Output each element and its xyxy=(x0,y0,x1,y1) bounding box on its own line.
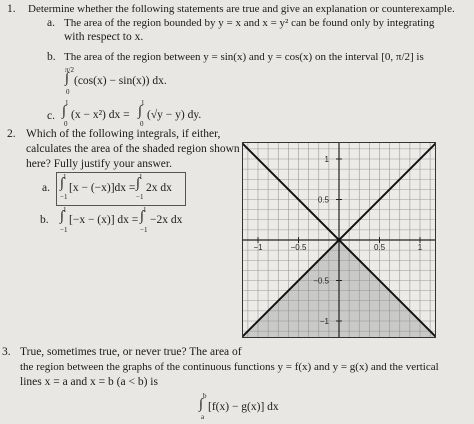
q1b-upper-limit: π/2 xyxy=(65,66,74,74)
q1c-lower-limit-1: 0 xyxy=(64,120,68,128)
q1a-line2: with respect to x. xyxy=(64,31,144,43)
shaded-region-graph xyxy=(242,142,436,338)
q1b-lower-limit: 0 xyxy=(66,88,70,96)
q1c-integrand-1: (x − x²) dx = xyxy=(71,109,130,121)
q1-number: 1. xyxy=(7,3,16,15)
q2-number: 2. xyxy=(7,128,16,140)
q1b-integral-sign: ∫ xyxy=(65,71,69,86)
q2b-upper-limit-1: 1 xyxy=(63,206,67,214)
q1a-line1: The area of the region bounded by y = x and x = y² can be found only by integrating xyxy=(64,17,435,29)
q2b-lower-limit-2: −1 xyxy=(140,226,148,234)
q2a-lower-limit-1: −1 xyxy=(60,193,68,201)
y-tick-label: 1 xyxy=(324,155,329,164)
q2-line2: calculates the area of the shaded region shown xyxy=(26,143,240,155)
q1-prompt: Determine whether the following statements are true and give an explanation or counterexample. xyxy=(28,3,455,15)
q3-integral-sign: ∫ xyxy=(199,397,203,412)
y-tick-label: −0.5 xyxy=(313,276,329,286)
q2-line3: here? Fully justify your answer. xyxy=(26,158,172,170)
q1c-integral-sign-1: ∫ xyxy=(62,104,66,119)
q3-upper-limit: b xyxy=(203,392,207,400)
q2a-integrand-1: [x − (−x)]dx = xyxy=(69,182,136,194)
q2a-upper-limit-2: 1 xyxy=(139,173,143,181)
y-tick-label: −1 xyxy=(319,317,329,326)
x-tick-label: 0.5 xyxy=(373,243,386,252)
q1a-letter: a. xyxy=(47,17,55,29)
q1c-lower-limit-2: 0 xyxy=(140,120,144,128)
q2b-upper-limit-2: 1 xyxy=(143,206,147,214)
q2b-integral-sign-2: ∫ xyxy=(140,209,144,224)
q2a-integral-sign-1: ∫ xyxy=(60,176,64,191)
x-tick-label: 1 xyxy=(417,243,423,252)
q3-number: 3. xyxy=(2,346,11,358)
q1c-upper-limit-2: 1 xyxy=(141,99,145,107)
q2b-letter: b. xyxy=(40,214,49,226)
q1c-upper-limit-1: 1 xyxy=(65,99,69,107)
q2b-integrand-1: [−x − (x)] dx = xyxy=(69,214,139,226)
q2-line1: Which of the following integrals, if either, xyxy=(26,128,221,140)
q3-line1: True, sometimes true, or never true? The area of xyxy=(20,346,242,358)
q1c-integrand-2: (√y − y) dy. xyxy=(147,109,202,121)
q1c-letter: c. xyxy=(47,110,55,122)
q3-integrand: [f(x) − g(x)] dx xyxy=(208,401,279,413)
q1c-integral-sign-2: ∫ xyxy=(138,104,142,119)
x-tick-label: −1 xyxy=(253,243,263,252)
q1b-line1: The area of the region between y = sin(x) and y = cos(x) on the interval [0, π/2] is xyxy=(64,51,424,63)
q2b-integral-sign-1: ∫ xyxy=(60,209,64,224)
y-tick-label: 0.5 xyxy=(317,195,329,205)
q1b-letter: b. xyxy=(47,51,56,63)
q2a-integrand-2: 2x dx xyxy=(146,182,172,194)
q1b-integrand: (cos(x) − sin(x)) dx. xyxy=(74,75,167,87)
q2a-lower-limit-2: −1 xyxy=(136,193,144,201)
q2a-upper-limit-1: 1 xyxy=(63,173,67,181)
q3-lower-limit: a xyxy=(201,413,205,421)
q3-line2: the region between the graphs of the continuous functions y = f(x) and y = g(x) and the vertical xyxy=(20,361,439,373)
x-tick-label: −0.5 xyxy=(290,243,307,252)
q2a-letter: a. xyxy=(42,182,50,194)
q3-line3: lines x = a and x = b (a < b) is xyxy=(20,376,158,388)
q2a-integral-sign-2: ∫ xyxy=(136,176,140,191)
q2b-integrand-2: −2x dx xyxy=(150,214,183,226)
q2b-lower-limit-1: −1 xyxy=(60,226,68,234)
